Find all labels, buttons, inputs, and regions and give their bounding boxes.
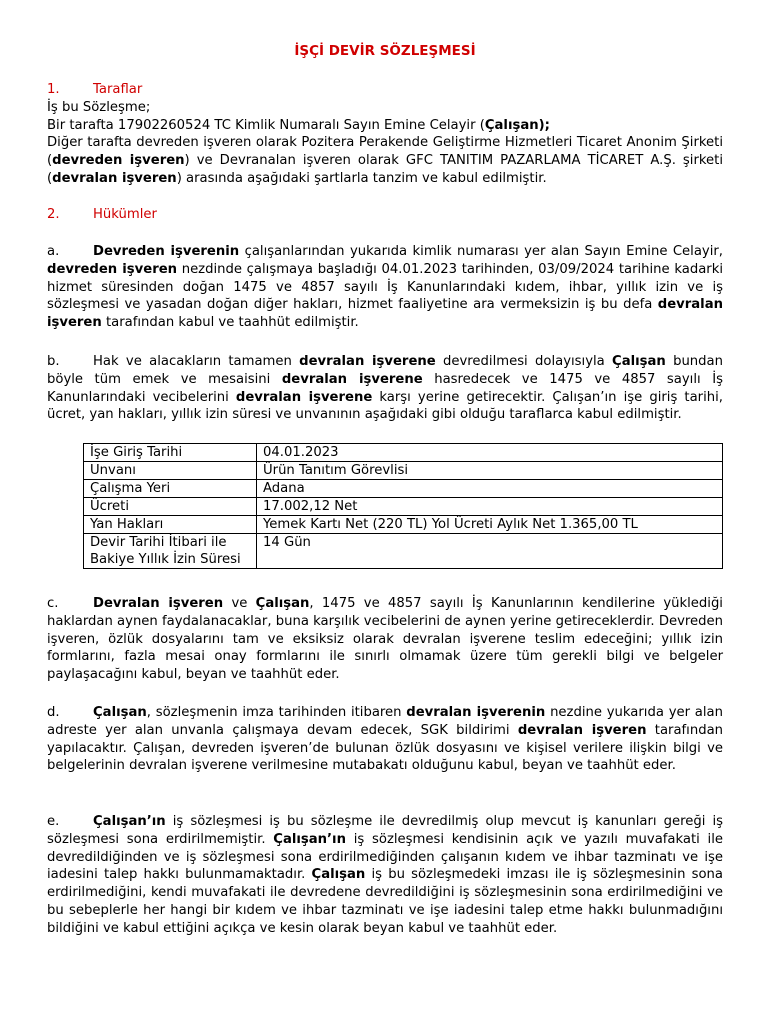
table-value: 04.01.2023: [257, 444, 723, 462]
pe-b3: Çalışan: [311, 867, 366, 883]
paragraph-d: [47, 704, 723, 775]
table-row: [84, 480, 723, 498]
table-key-line2: Bakiye Yıllık İzin Süresi: [90, 552, 241, 567]
pd-b2: devralan işverenin: [406, 705, 546, 720]
document-title: İŞÇİ DEVİR SÖZLEŞMESİ: [294, 43, 476, 59]
table-value: Ürün Tanıtım Görevlisi: [257, 462, 723, 480]
pd-t1: , sözleşmenin imza tarihinden itibaren: [146, 705, 407, 720]
parties-bold-1: devreden işveren: [52, 152, 185, 168]
table-value: Adana: [257, 480, 723, 498]
pb-b1: devralan işverene: [299, 354, 436, 369]
table-key: Unvanı: [84, 462, 257, 480]
pe-b2: Çalışan’ın: [273, 831, 346, 847]
pb-b4: devralan işverene: [235, 389, 373, 405]
paragraph-b-label: b.: [47, 354, 60, 369]
pb-b2: Çalışan: [612, 354, 666, 369]
section-1-heading: [47, 81, 723, 99]
table-row: [84, 462, 723, 480]
pe-b1: Çalışan’ın: [93, 814, 166, 829]
pb-b3: devralan işverene: [281, 371, 423, 387]
table-value: Yemek Kartı Net (220 TL) Yol Ücreti Aylık Net 1.365,00 TL: [257, 516, 723, 534]
table-row: [84, 534, 723, 569]
parties-bold-2: devralan işveren: [52, 170, 177, 186]
employee-info-table: [83, 443, 723, 569]
pe-t3: iş bu sözleşmedeki imzası ile iş sözleşmesinin sona erdirilmediğini, kendi muvafakati ile devredene devredildiğini iş sözleşmesinin sona erdirilmediğini ve bu sebeplerle her hangi bir kıdem ve ihbar tazminatı ve işe iadesini talep etme hakkı bulunmadığını bildiğini ve kabul ettiğini açıkça ve kesin olarak beyan kabul ve taahhüt eder.: [47, 867, 723, 936]
table-key: [84, 534, 257, 569]
paragraph-a: [47, 243, 723, 332]
section-1-number: 1.: [47, 82, 60, 97]
table-value: 17.002,12 Net: [257, 498, 723, 516]
pe-t2: iş sözleşmesi kendisinin açık ve yazılı muvafakati ile devredildiğinden ve iş sözleşmesi sona erdirilmediğinden çalışanın kıdem ve ihbar tazminatı ve işe iadesini talep hakkı bulunmamaktadır.: [47, 831, 724, 883]
pc-t2: , 1475 ve 4857 sayılı İş Kanunlarının kendilerine yüklediği haklardan aynen faydalanacaklar, buna karşılık vecibelerini de aynen yerine getireceklerdir. Devreden işveren, özlük dosyalarını tam ve eksiksiz olarak devralan işverene teslim edeceğini; yıllık izin formlarını, fazla mesai onay formlarını ile sınırlı olmamak üzere tüm gerekli bilgi ve belgeler paylaşacağını kabul, beyan ve taahhüt eder.: [47, 596, 723, 683]
pd-b1: Çalışan: [93, 705, 147, 720]
pb-t4: hasredecek ve 1475 ve 4857 sayılı İş Kanunlarındaki vecibelerini: [47, 371, 723, 405]
parties-text-2: ) ve Devranalan işveren olarak GFC TANITIM PAZARLAMA TİCARET A.Ş. şirketi (: [47, 152, 723, 186]
paragraph-c: [47, 595, 723, 684]
table-row: [84, 444, 723, 462]
pa-t2: nezdinde çalışmaya başladığı 04.01.2023 tarihinden, 03/09/2024 tarihine kadarki hizmet süresinden doğan 1475 ve 4857 sayılı İş Kanunlarındaki kıdem, ihbar, yıllık izin ve iş sözleşmesi ve yasadan doğan diğer hakları, hizmet faaliyetine ara vermeksizin iş bu defa: [47, 261, 723, 313]
section-1-title: Taraflar: [93, 82, 143, 97]
parties-text-1: Diğer tarafta devreden işveren olarak Pozitera Perakende Geliştirme Hizmetleri Ticaret Anonim Şirketi (: [47, 135, 723, 168]
pb-t3: bundan böyle tüm emek ve mesaisini: [47, 354, 723, 387]
pd-t3: tarafından yapılacaktır. Çalışan, devreden işveren’de bulunan özlük dosyasını ve kişisel verilere ilişkin bilgi ve belgelerinin devralan işverene verilmesine mutabakatı olduğunu kabul, beyan ve taahhüt eder.: [47, 722, 724, 774]
paragraph-c-label: c.: [47, 596, 59, 611]
table-row: [84, 516, 723, 534]
pd-b3: devralan işveren: [517, 722, 647, 738]
table-key: Çalışma Yeri: [84, 480, 257, 498]
table-key: İşe Giriş Tarihi: [84, 444, 257, 462]
table-key: Yan Hakları: [84, 516, 257, 534]
party-employee-text: Bir tarafta 17902260524 TC Kimlik Numaralı Sayın Emine Celayir (: [47, 118, 485, 133]
section-2-title: Hükümler: [93, 207, 157, 222]
paragraph-a-label: a.: [47, 244, 60, 259]
table-value: 14 Gün: [257, 534, 723, 569]
pb-t5: karşı yerine getirecektir. Çalışan’ın işe giriş tarihi, ücret, yan hakları, yıllık izin süresi ve unvanının aşağıdaki gibi olduğu taraflarca kabul edilmiştir.: [47, 389, 723, 423]
pa-b3: devralan işveren: [47, 297, 723, 331]
paragraph-e: [47, 813, 723, 938]
table-key: Ücreti: [84, 498, 257, 516]
paragraph-d-label: d.: [47, 705, 60, 720]
pb-t1: Hak ve alacakların tamamen: [93, 354, 300, 369]
pc-b2: Çalışan: [255, 596, 310, 611]
table-key-line1: Devir Tarihi İtibari ile: [90, 535, 227, 550]
section-1-line1: İş bu Sözleşme;: [47, 100, 151, 115]
pb-t2: devredilmesi dolayısıyla: [435, 354, 613, 369]
paragraph-e-label: e.: [47, 814, 60, 829]
parties-text-3: ) arasında aşağıdaki şartlarla tanzim ve kabul edilmiştir.: [176, 170, 547, 186]
paragraph-b: [47, 353, 723, 424]
pd-t2: nezdine yukarıda yer alan adreste yer alan unvanla çalışmaya devam edecek, SGK bildirimi: [47, 705, 723, 738]
table-row: [84, 498, 723, 516]
section-2-number: 2.: [47, 207, 60, 222]
section-1-line2: [47, 117, 723, 135]
pa-t3: tarafından kabul ve taahhüt edilmiştir.: [101, 315, 359, 331]
pe-t1: iş sözleşmesi iş bu sözleşme ile devredilmiş olup mevcut iş kanunları gereği iş sözleşmesi sona erdirilmemiştir.: [47, 814, 723, 847]
party-employee-bold: Çalışan);: [484, 118, 550, 133]
section-1-parties-paragraph: [47, 134, 723, 187]
section-2-heading: [47, 206, 723, 224]
pa-b2: devreden işveren: [47, 261, 178, 277]
pc-b1: Devralan işveren: [93, 596, 224, 611]
pa-b1: Devreden işverenin: [93, 244, 240, 259]
pc-t1: ve: [223, 596, 256, 611]
pa-t1: çalışanlarından yukarıda kimlik numarası yer alan Sayın Emine Celayir,: [239, 244, 723, 259]
